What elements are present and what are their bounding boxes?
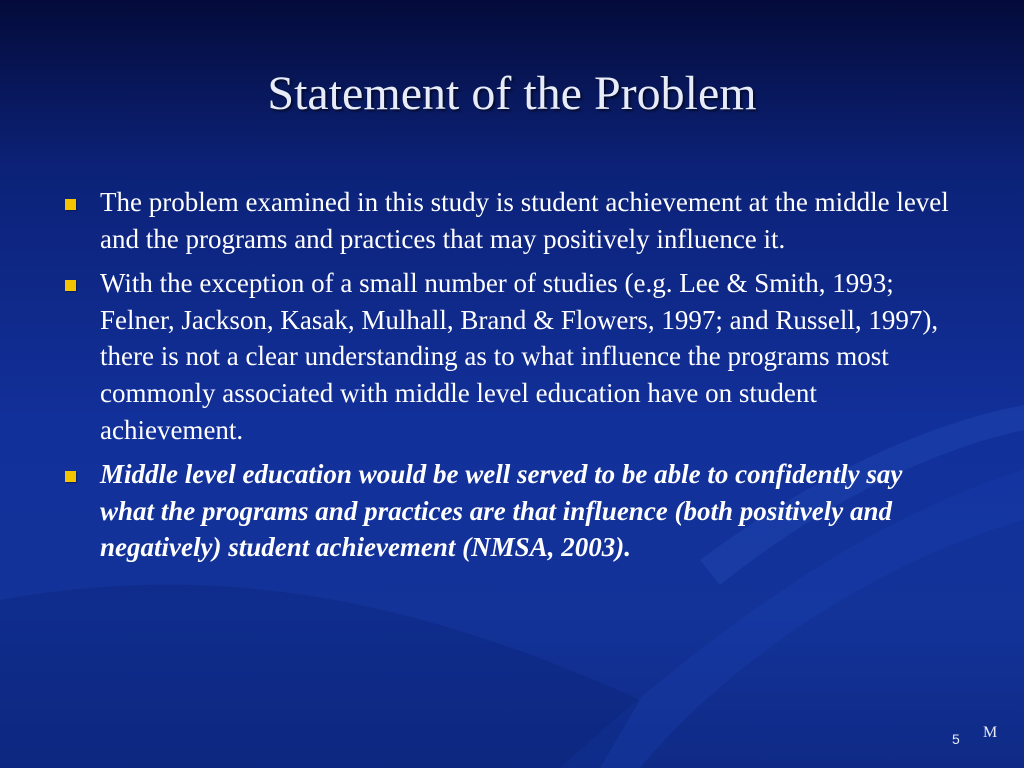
page-number: 5 (952, 731, 960, 747)
bullet-text: With the exception of a small number of studies (e.g. Lee & Smith, 1993; Felner, Jackson, Kasak, Mulhall, Brand & Flowers, 1997; and Russell, 1997), there is not a clear understanding as to what influence the programs most commonly associated with middle level education have on student achievement. (100, 268, 939, 445)
bullet-text: Middle level education would be well served to be able to confidently say what the programs and practices are that influence (both positively and negatively) student achievement (NMSA, 2003). (100, 459, 903, 563)
bullet-item (62, 184, 952, 257)
corner-mark: M (983, 724, 998, 741)
square-bullet-icon (65, 280, 76, 291)
bullet-text: The problem examined in this study is student achievement at the middle level and the programs and practices that may positively influence it. (100, 187, 949, 254)
bullet-list (62, 184, 952, 574)
bullet-item-emphasized (62, 456, 952, 566)
slide-title: Statement of the Problem (267, 67, 757, 120)
square-bullet-icon (65, 199, 76, 210)
bullet-item (62, 265, 952, 448)
square-bullet-icon (65, 471, 76, 482)
